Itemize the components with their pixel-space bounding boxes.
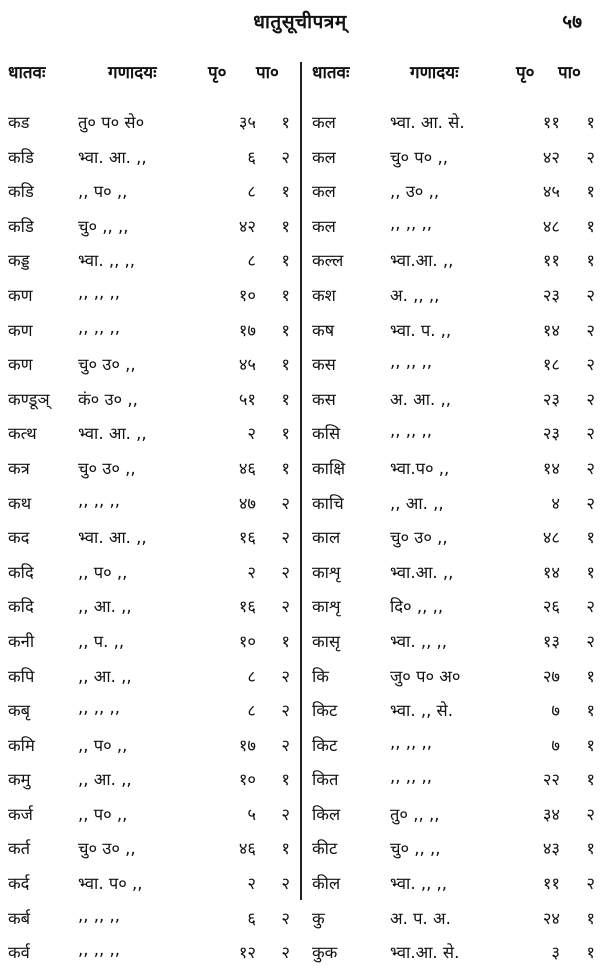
page-cell: १२	[238, 943, 256, 963]
table-row	[8, 487, 296, 522]
page-cell: ४२	[238, 216, 256, 236]
dhatu-cell: कि	[312, 666, 329, 686]
pada-cell: १	[281, 182, 290, 202]
page-cell: १४	[542, 458, 560, 478]
pada-cell: २	[586, 804, 595, 824]
pada-cell: १	[281, 285, 290, 305]
page-cell: ६	[247, 147, 256, 167]
dhatu-cell: कु	[312, 908, 325, 928]
pada-cell: २	[281, 147, 290, 167]
page-cell: ८	[247, 251, 256, 271]
table-row	[8, 521, 296, 556]
gana-cell: अ. आ. ,,	[390, 389, 451, 409]
dhatu-cell: कीट	[312, 839, 338, 859]
pada-cell: १	[281, 251, 290, 271]
page-cell: ७	[551, 701, 560, 721]
page-cell: १६	[238, 528, 256, 548]
pada-cell: २	[586, 874, 595, 894]
table-row	[312, 832, 597, 867]
page-cell: १७	[238, 320, 256, 340]
dhatu-cell: काल	[312, 528, 341, 548]
table-row	[312, 106, 597, 141]
dhatu-cell: कण्डूञ्	[8, 389, 50, 409]
table-row	[8, 348, 296, 383]
pada-cell: १	[281, 424, 290, 444]
page-cell: २६	[542, 597, 560, 617]
pada-cell: २	[281, 735, 290, 755]
left-rows	[8, 106, 296, 971]
header-pa: पा०	[558, 63, 581, 83]
page-cell: २	[247, 424, 256, 444]
table-row	[8, 660, 296, 695]
pada-cell: १	[281, 770, 290, 790]
pada-cell: २	[281, 908, 290, 928]
table-row	[8, 694, 296, 729]
page-title: धातुसूचीपत्रम्	[253, 11, 347, 33]
dhatu-cell: कष	[312, 320, 335, 340]
gana-cell: भ्वा.आ. ,,	[390, 251, 454, 271]
header-pa: पा०	[256, 63, 279, 83]
page-cell: ४३	[542, 839, 560, 859]
dhatu-cell: कण	[8, 355, 33, 375]
table-row	[8, 798, 296, 833]
table-row	[8, 590, 296, 625]
table-row	[8, 556, 296, 591]
gana-cell: तु० ,, ,,	[390, 804, 440, 824]
page-cell: ३५	[238, 113, 256, 132]
pada-cell: २	[281, 701, 290, 721]
gana-cell: भ्वा.प० ,,	[390, 458, 450, 478]
page-cell: ३	[551, 943, 560, 963]
table-row	[8, 106, 296, 141]
gana-cell: ,, प. ,,	[78, 631, 125, 651]
dhatu-cell: कल	[312, 113, 336, 132]
pada-cell: १	[586, 182, 595, 202]
gana-cell: चु० ,, ,,	[390, 839, 441, 859]
table-row	[312, 729, 597, 764]
dhatu-cell: कत्र	[8, 458, 30, 478]
gana-cell: ,, ,, ,,	[78, 490, 120, 510]
table-row	[8, 763, 296, 798]
pada-cell: २	[586, 631, 595, 651]
page-cell: ४२	[542, 147, 560, 167]
pada-cell: २	[586, 597, 595, 617]
pada-cell: २	[586, 493, 595, 513]
page-cell: २	[247, 562, 256, 582]
dhatu-cell: कुक	[312, 943, 338, 963]
gana-cell: ,, ,, ,,	[390, 732, 432, 752]
dhatu-cell: किल	[312, 804, 341, 824]
page-cell: १३	[542, 631, 560, 651]
gana-cell: ,, ,, ,,	[390, 352, 432, 372]
page-cell: ८	[247, 701, 256, 721]
pada-cell: २	[586, 147, 595, 167]
page-cell: १६	[238, 597, 256, 617]
table-row	[312, 902, 597, 937]
table-row	[312, 210, 597, 245]
gana-cell: कं० उ० ,,	[78, 389, 138, 409]
page-cell: १०	[238, 770, 256, 790]
dhatu-cell: काक्षि	[312, 458, 346, 478]
table-row	[8, 141, 296, 176]
table-row	[312, 867, 597, 902]
table-row	[8, 210, 296, 245]
right-rows	[312, 106, 597, 971]
page-cell: ४५	[238, 355, 256, 375]
left-table	[8, 56, 296, 963]
dhatu-cell: कत्थ	[8, 424, 37, 444]
table-row	[8, 383, 296, 418]
page-cell: ४७	[238, 493, 256, 513]
gana-cell: चु० उ० ,,	[78, 355, 136, 375]
pada-cell: २	[586, 320, 595, 340]
pada-cell: २	[281, 597, 290, 617]
page-cell: ७	[551, 735, 560, 755]
gana-cell: अ. ,, ,,	[390, 285, 440, 305]
dhatu-cell: कासृ	[312, 631, 341, 651]
gana-cell: ,, प० ,,	[78, 735, 128, 755]
pada-cell: २	[281, 943, 290, 963]
header-dhatu: धातवः	[312, 63, 350, 83]
gana-cell: ,, ,, ,,	[390, 767, 432, 787]
page-cell: १०	[238, 631, 256, 651]
page-cell: २७	[542, 666, 560, 686]
table-row	[8, 244, 296, 279]
dhatu-cell: कण	[8, 320, 33, 340]
table-row	[8, 279, 296, 314]
gana-cell: भ्वा. ,, ,,	[390, 874, 448, 894]
pada-cell: २	[281, 804, 290, 824]
header-dhatu: धातवः	[8, 63, 46, 83]
gana-cell: भ्वा. आ. से.	[390, 113, 465, 132]
gana-cell: ,, प० ,,	[78, 182, 128, 202]
pada-cell: २	[586, 424, 595, 444]
pada-cell: २	[281, 666, 290, 686]
pada-cell: २	[281, 493, 290, 513]
pada-cell: १	[586, 943, 595, 963]
pada-cell: १	[586, 216, 595, 236]
table-row	[8, 625, 296, 660]
table-row	[312, 452, 597, 487]
pada-cell: २	[586, 458, 595, 478]
page-cell: ४८	[542, 528, 560, 548]
gana-cell: ,, प० ,,	[78, 562, 128, 582]
gana-cell: भ्वा. ,, ,,	[78, 251, 136, 271]
gana-cell: भ्वा.आ. ,,	[390, 562, 454, 582]
pada-cell: १	[281, 355, 290, 375]
right-column-headers	[312, 56, 597, 92]
gana-cell: भ्वा.आ. से.	[390, 943, 460, 963]
dhatu-cell: कड्ड	[8, 251, 30, 271]
dhatu-cell: कपि	[8, 666, 35, 686]
pada-cell: १	[586, 666, 595, 686]
pada-cell: १	[586, 770, 595, 790]
page-cell: १४	[542, 320, 560, 340]
page-header	[0, 2, 600, 36]
page-cell: १८	[542, 355, 560, 375]
gana-cell: ,, ,, ,,	[390, 213, 432, 233]
table-row	[312, 625, 597, 660]
page-cell: ६	[247, 908, 256, 928]
table-row	[312, 175, 597, 210]
table-row	[8, 175, 296, 210]
gana-cell: दि० ,, ,,	[390, 597, 444, 617]
page-cell: २३	[542, 389, 560, 409]
pada-cell: २	[586, 389, 595, 409]
dhatu-cell: कनी	[8, 631, 35, 651]
table-row	[312, 244, 597, 279]
pada-cell: १	[586, 908, 595, 928]
pada-cell: १	[586, 251, 595, 271]
gana-cell: भ्वा. ,, से.	[390, 701, 453, 721]
gana-cell: ,, ,, ,,	[78, 698, 120, 718]
dhatu-cell: कस	[312, 355, 336, 375]
pada-cell: १	[281, 631, 290, 651]
gana-cell: भ्वा. आ. ,,	[78, 147, 147, 167]
right-table	[312, 56, 597, 963]
gana-cell: ,, आ. ,,	[390, 493, 444, 513]
dhatu-cell: कील	[312, 874, 341, 894]
dhatu-cell: काशृ	[312, 597, 341, 617]
dhatu-cell: कदि	[8, 562, 34, 582]
pada-cell: १	[586, 735, 595, 755]
table-row	[312, 417, 597, 452]
dhatu-cell: कमि	[8, 735, 35, 755]
dhatu-cell: कित	[312, 770, 339, 790]
gana-cell: चु० उ० ,,	[390, 528, 448, 548]
dhatu-cell: कर्ब	[8, 908, 31, 928]
gana-cell: भ्वा. आ. ,,	[78, 424, 147, 444]
dhatu-cell: कर्ज	[8, 804, 33, 824]
page-cell: ४६	[238, 839, 256, 859]
dhatu-cell: कल	[312, 216, 336, 236]
page-cell: १४	[542, 562, 560, 582]
pada-cell: १	[586, 562, 595, 582]
pada-cell: २	[586, 355, 595, 375]
page-cell: २२	[542, 770, 560, 790]
dhatu-cell: कर्त	[8, 839, 31, 859]
table-row	[312, 763, 597, 798]
gana-cell: भ्वा. आ. ,,	[78, 528, 147, 548]
dhatu-cell: किट	[312, 701, 338, 721]
page-cell: ३४	[542, 804, 560, 824]
page-cell: ४८	[542, 216, 560, 236]
dhatu-cell: कल	[312, 147, 336, 167]
table-row	[312, 521, 597, 556]
table-row	[8, 417, 296, 452]
dhatu-cell: कल्ल	[312, 251, 344, 271]
dhatu-cell: किट	[312, 735, 338, 755]
table-row	[312, 936, 597, 971]
gana-cell: ,, ,, ,,	[78, 940, 120, 960]
gana-cell: ,, ,, ,,	[390, 421, 432, 441]
pada-cell: २	[281, 562, 290, 582]
dhatu-cell: कस	[312, 389, 336, 409]
column-divider	[300, 62, 302, 900]
page-cell: ८	[247, 666, 256, 686]
gana-cell: ,, प० ,,	[78, 804, 128, 824]
gana-cell: चु० उ० ,,	[78, 458, 136, 478]
gana-cell: चु० ,, ,,	[78, 216, 129, 236]
dhatu-cell: कदि	[8, 597, 34, 617]
page-cell: ४५	[542, 182, 560, 202]
table-row	[8, 902, 296, 937]
table-row	[312, 660, 597, 695]
table-row	[312, 314, 597, 349]
left-column-headers	[8, 56, 296, 92]
page-number: ५७	[562, 11, 582, 33]
pada-cell: १	[281, 458, 290, 478]
page-cell: ११	[542, 874, 560, 894]
table-row	[312, 556, 597, 591]
header-ganadi: गणादयः	[108, 63, 157, 83]
dhatu-cell: कद	[8, 528, 30, 548]
table-row	[8, 452, 296, 487]
dhatu-cell: काचि	[312, 493, 344, 513]
gana-cell: ,, उ० ,,	[390, 182, 440, 202]
table-row	[312, 590, 597, 625]
pada-cell: १	[586, 113, 595, 132]
dhatu-cell: काशृ	[312, 562, 341, 582]
page-cell: २४	[542, 908, 560, 928]
pada-cell: २	[586, 285, 595, 305]
page-cell: १०	[238, 285, 256, 305]
page-cell: २३	[542, 285, 560, 305]
gana-cell: ,, आ. ,,	[78, 597, 132, 617]
gana-cell: जु० प० अ०	[390, 666, 461, 686]
gana-cell: ,, आ. ,,	[78, 666, 132, 686]
gana-cell: चु० उ० ,,	[78, 839, 136, 859]
header-pr: पृ०	[516, 63, 535, 83]
table-row	[8, 867, 296, 902]
page-cell: ४६	[238, 458, 256, 478]
dhatu-cell: कण	[8, 285, 33, 305]
pada-cell: १	[586, 701, 595, 721]
table-row	[8, 314, 296, 349]
pada-cell: २	[281, 528, 290, 548]
page-cell: ११	[542, 113, 560, 132]
dhatu-cell: कमु	[8, 770, 31, 790]
dhatu-cell: कबृ	[8, 701, 31, 721]
pada-cell: १	[281, 389, 290, 409]
dhatu-cell: कर्व	[8, 943, 30, 963]
page-cell: ११	[542, 251, 560, 271]
table-row	[312, 487, 597, 522]
dhatu-cell: कडि	[8, 216, 34, 236]
table-row	[312, 141, 597, 176]
dhatu-cell: कथ	[8, 493, 32, 513]
page-cell: ५	[247, 804, 256, 824]
gana-cell: भ्वा. प० ,,	[78, 874, 143, 894]
gana-cell: चु० प० ,,	[390, 147, 448, 167]
page-cell: ८	[247, 182, 256, 202]
gana-cell: ,, आ. ,,	[78, 770, 132, 790]
table-row	[312, 798, 597, 833]
gana-cell: भ्वा. प. ,,	[390, 320, 452, 340]
header-pr: पृ०	[208, 63, 227, 83]
pada-cell: १	[281, 216, 290, 236]
pada-cell: १	[281, 839, 290, 859]
dhatu-cell: कर्द	[8, 874, 30, 894]
pada-cell: २	[281, 874, 290, 894]
gana-cell: ,, ,, ,,	[78, 905, 120, 925]
page-cell: १७	[238, 735, 256, 755]
page-cell: २	[247, 874, 256, 894]
dhatu-cell: कडि	[8, 182, 34, 202]
page-cell: ४	[551, 493, 560, 513]
gana-cell: तु० प० से०	[78, 113, 145, 132]
dhatu-cell: कसि	[312, 424, 341, 444]
header-ganadi: गणादयः	[410, 63, 459, 83]
dhatu-cell: कड	[8, 113, 30, 132]
table-row	[8, 729, 296, 764]
page-cell: २३	[542, 424, 560, 444]
table-row	[312, 348, 597, 383]
dhatu-cell: कल	[312, 182, 336, 202]
pada-cell: १	[281, 113, 290, 132]
dhatu-cell: कडि	[8, 147, 34, 167]
table-row	[8, 832, 296, 867]
table-row	[312, 279, 597, 314]
gana-cell: अ. प. अ.	[390, 908, 451, 928]
pada-cell: १	[281, 320, 290, 340]
gana-cell: ,, ,, ,,	[78, 317, 120, 337]
table-row	[312, 694, 597, 729]
gana-cell: ,, ,, ,,	[78, 282, 120, 302]
gana-cell: भ्वा. ,, ,,	[390, 631, 448, 651]
pada-cell: १	[586, 839, 595, 859]
table-row	[312, 383, 597, 418]
page-cell: ५१	[238, 389, 256, 409]
table-row	[8, 936, 296, 971]
dhatu-cell: कश	[312, 285, 336, 305]
pada-cell: १	[586, 528, 595, 548]
